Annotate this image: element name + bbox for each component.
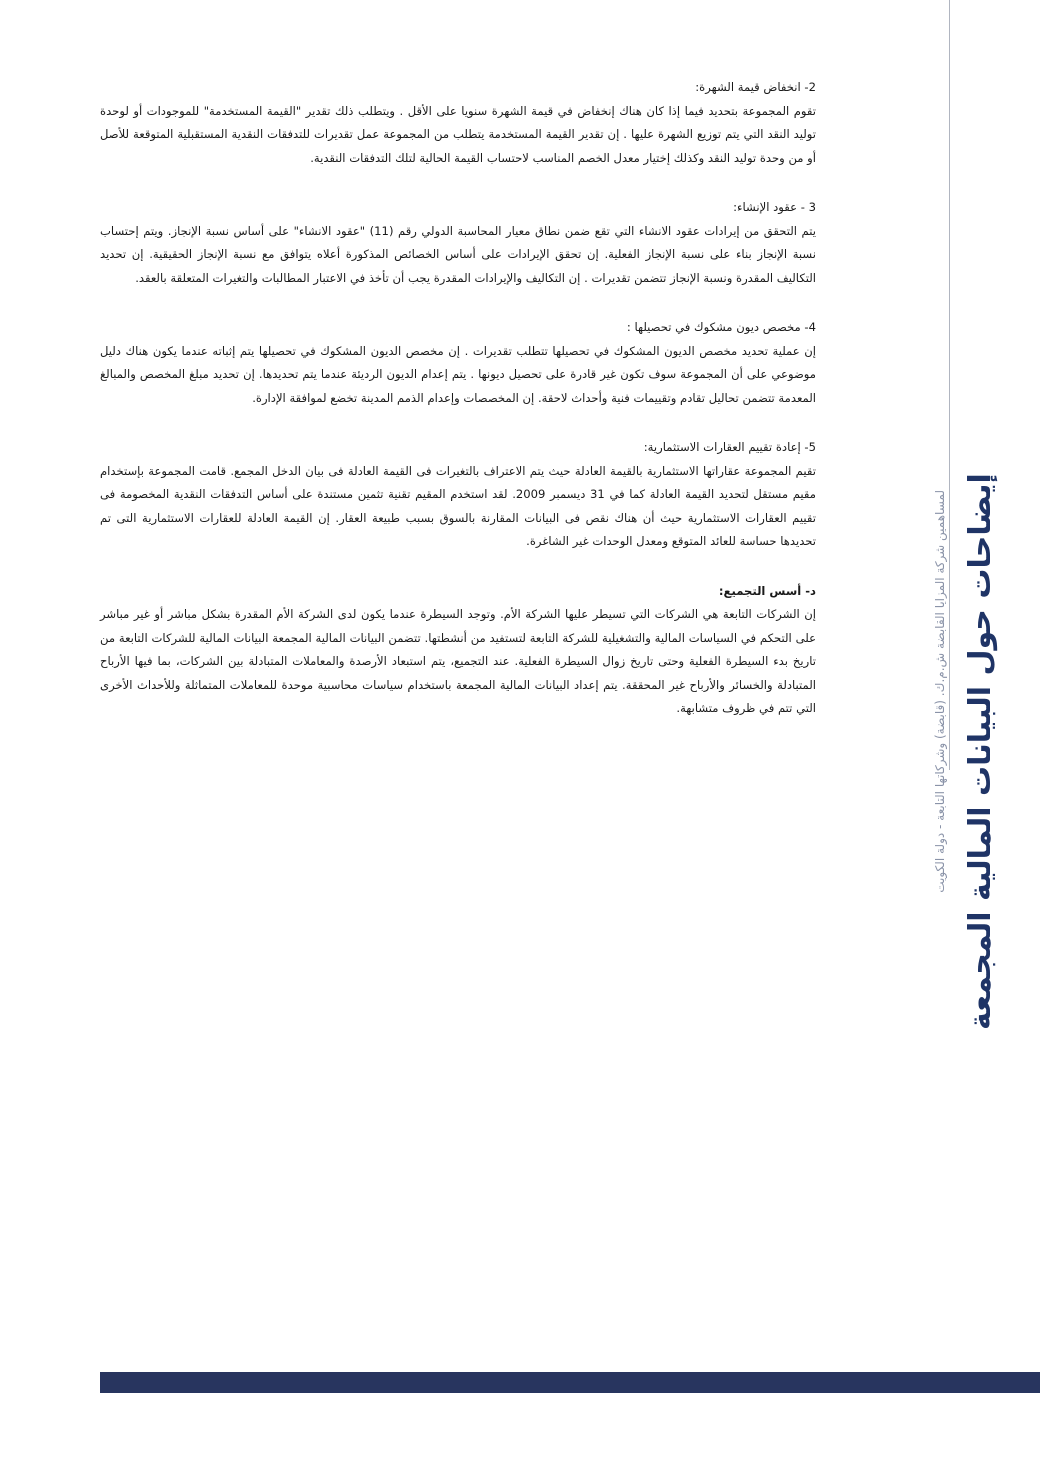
section-paragraph: تقيم المجموعة عقاراتها الاستثمارية بالقيمة العادلة حيث يتم الاعتراف بالتغيرات فى القيمة العادلة فى بيان الدخل المجمع. قامت المجموعة بإستخدام مقيم مستقل لتحديد القيمة العادلة كما في 31 ديسمبر 2009. لقد استخدم المقيم تقنية تثمين مستندة على أساس التدفقات النقدية المخصومة فى تقييم العقارات الاستثمارية حيث أن هناك نقص فى البيانات المقارنة بالسوق بسبب طبيعة العقار. إن القيمة العادلة للعقارات الاستثمارية التى تم تحديدها حساسة للعائد المتوقع ومعدل الوحدات غير الشاغرة. (100, 463, 816, 548)
section-heading: 3 - عقود الإنشاء: (733, 200, 816, 214)
section-paragraph: إن الشركات التابعة هي الشركات التي تسيطر عليها الشركة الأم. وتوجد السيطرة عندما يكون لدى الشركة الأم المقدرة بشكل مباشر أو غير مباشر على التحكم في السياسات المالية والتشغيلية للشركة التابعة لتستفيد من أنشطتها. تتضمن البيانات المالية المجمعة البيانات المالية للشركات التابعة من تاريخ بدء السيطرة الفعلية وحتى تاريخ زوال السيطرة الفعلية. عند التجميع، يتم استبعاد الأرصدة والمعاملات المتبادلة بين الشركات، بما فيها الأرباح المتبادلة والخسائر والأرباح غير المحققة. يتم إعداد البيانات المالية المجمعة باستخدام سياسات محاسبية موحدة للمعاملات المتماثلة وللأحداث الأخرى التي تتم في ظروف متشابهة. (100, 607, 816, 715)
section-doubtful-debts (100, 316, 816, 410)
section-investment-property (100, 436, 816, 554)
side-banner (933, 473, 1023, 1050)
section-heading: 2- انخفاض قيمة الشهرة: (695, 80, 816, 94)
section-heading: د- أسس التجميع: (718, 583, 816, 598)
section-goodwill-impairment (100, 76, 816, 170)
section-heading: 4- مخصص ديون مشكوك في تحصيلها : (626, 320, 816, 334)
side-subtitle: لمساهمين شركة المزايا القابضة ش.م.ك. (قابضة) وشركاتها التابعة - دولة الكويت (933, 490, 947, 893)
section-consolidation-basis (100, 580, 816, 721)
section-heading: 5- إعادة تقييم العقارات الاستثمارية: (643, 440, 816, 454)
document-body (100, 76, 816, 747)
footer-bar (100, 1372, 1040, 1393)
section-construction-contracts (100, 196, 816, 290)
section-paragraph: إن عملية تحديد مخصص الديون المشكوك في تحصيلها تتطلب تقديرات . إن مخصص الديون المشكوك في تحصيلها يتم إثباته عندما يكون هناك دليل موضوعي على أن المجموعة سوف تكون غير قادرة على تحصيل ديونها . يتم إعدام الديون الرديئة عندما يتم تحديدها. إن تحديد مبلغ المخصص والمبالغ المعدمة تتضمن تحاليل تقادم وتقييمات فنية وأحداث لاحقة. إن المخصصات وإعدام الذمم المدينة تخضع لموافقة الإدارة. (100, 343, 816, 405)
section-paragraph: يتم التحقق من إيرادات عقود الانشاء التي تقع ضمن نطاق معيار المحاسبة الدولي رقم (11) "عقود الانشاء" على أساس نسبة الإنجاز. ويتم إحتساب نسبة الإنجاز بناء على نسبة الإنجاز الفعلية. إن تحقق الإيرادات على أساس الخصائص المذكورة أعلاه يتوافق مع نسبة الإنجاز الحقيقية. إن تحديد التكاليف المقدرة ونسبة الإنجاز تتضمن تقديرات . إن التكاليف والإيرادات المقدرة يجب أن تأخذ في الاعتبار المطالبات والتغيرات المتعلقة بالعقد. (100, 223, 816, 285)
side-divider-line (949, 0, 950, 770)
side-main-title: إيضاحات حول البيانات المالية المجمعة (963, 473, 998, 1030)
section-paragraph: تقوم المجموعة بتحديد فيما إذا كان هناك إنخفاض في قيمة الشهرة سنويا على الأقل . ويتطلب ذلك تقدير "القيمة المستخدمة" للموجودات أو لوحدة توليد النقد التي يتم توزيع الشهرة عليها . إن تقدير القيمة المستخدمة يتطلب من المجموعة عمل تقديرات للتدفقات النقدية المستقبلية المتوقعة للأصل أو من وحدة توليد النقد وكذلك إختيار معدل الخصم المناسب لاحتساب القيمة الحالية لتلك التدفقات النقدية. (100, 103, 816, 165)
